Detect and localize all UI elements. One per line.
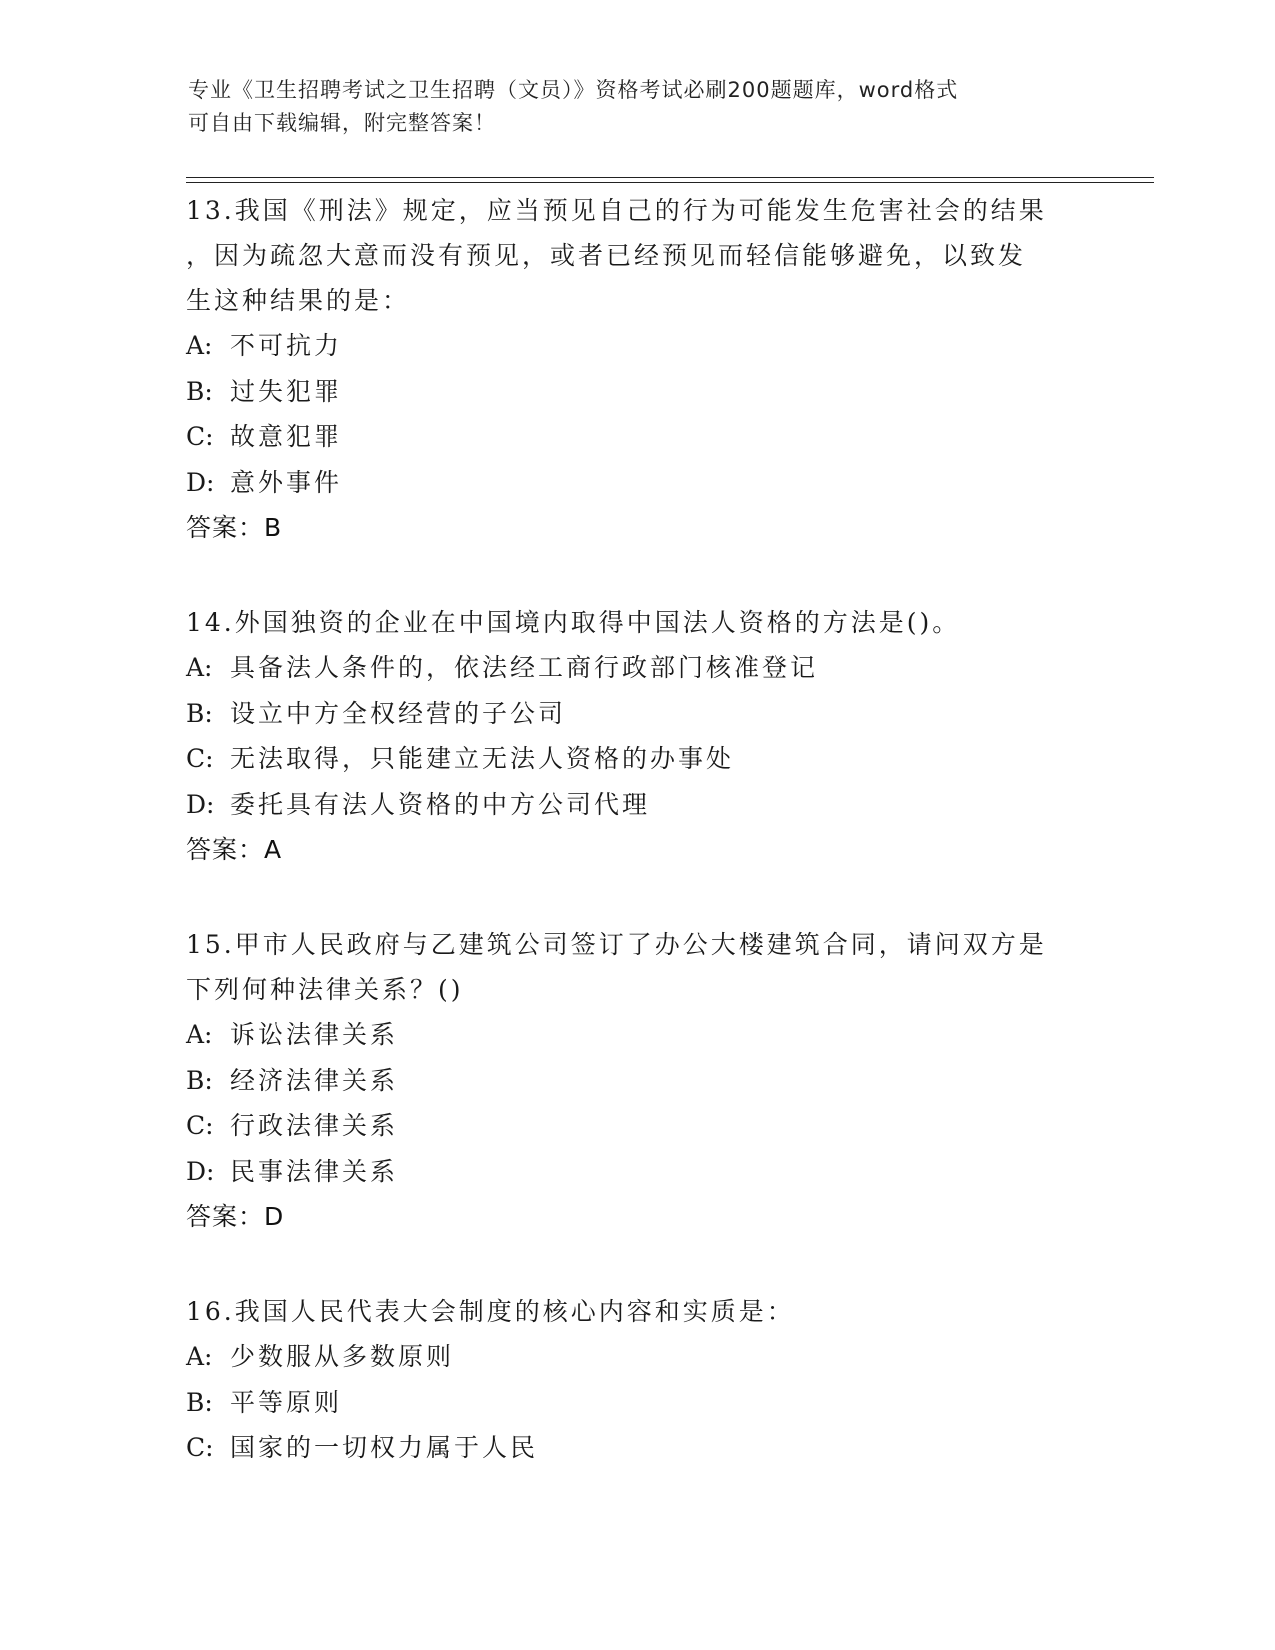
header-divider-top xyxy=(186,177,1154,178)
header-line-1: 专业《卫生招聘考试之卫生招聘（文员）》资格考试必刷200题题库，word格式 xyxy=(188,78,959,102)
question-15 xyxy=(186,922,1086,1239)
question-line: 13.我国《刑法》规定，应当预见自己的行为可能发生危害社会的结果 xyxy=(186,196,1047,225)
option-letter: D: xyxy=(186,467,215,497)
answer-line: 答案：D xyxy=(186,1202,285,1231)
spacer xyxy=(186,1239,1086,1289)
question-list xyxy=(186,188,1086,1471)
option-text: 设立中方全权经营的子公司 xyxy=(230,698,567,728)
answer-line: 答案：A xyxy=(186,835,283,864)
question-text xyxy=(186,1289,1086,1334)
question-line: 下列何种法律关系？() xyxy=(186,975,464,1004)
question-13 xyxy=(186,188,1086,550)
option-text: 少数服从多数原则 xyxy=(230,1342,455,1371)
question-14 xyxy=(186,600,1086,872)
option-a xyxy=(186,1012,1086,1058)
option-b xyxy=(186,369,1086,415)
option-text: 民事法律关系 xyxy=(230,1156,399,1186)
option-letter: C: xyxy=(186,422,214,451)
option-b xyxy=(186,691,1086,737)
option-letter: C: xyxy=(186,1433,214,1462)
option-text: 不可抗力 xyxy=(230,331,343,360)
option-c xyxy=(186,1425,1086,1471)
option-letter: A: xyxy=(186,331,213,360)
document-header xyxy=(188,74,1088,140)
option-text: 国家的一切权力属于人民 xyxy=(230,1433,539,1462)
question-line: 生这种结果的是： xyxy=(186,286,411,315)
option-text: 无法取得，只能建立无法人资格的办事处 xyxy=(230,744,735,773)
option-c xyxy=(186,1103,1086,1149)
spacer xyxy=(186,872,1086,922)
option-letter: B: xyxy=(186,1065,213,1095)
option-letter: B: xyxy=(186,698,213,728)
option-text: 过失犯罪 xyxy=(230,376,343,406)
option-text: 诉讼法律关系 xyxy=(230,1020,399,1049)
option-a xyxy=(186,1334,1086,1380)
answer-line: 答案：B xyxy=(186,513,283,542)
option-text: 具备法人条件的，依法经工商行政部门核准登记 xyxy=(230,653,819,682)
option-text: 故意犯罪 xyxy=(230,422,343,451)
option-letter: A: xyxy=(186,1020,213,1049)
option-d xyxy=(186,1149,1086,1195)
header-divider-bottom xyxy=(186,182,1154,183)
question-text xyxy=(186,600,1086,645)
option-letter: C: xyxy=(186,744,214,773)
option-text: 平等原则 xyxy=(230,1387,343,1417)
question-line: 14.外国独资的企业在中国境内取得中国法人资格的方法是()。 xyxy=(186,608,961,637)
option-letter: B: xyxy=(186,376,213,406)
question-line: 15.甲市人民政府与乙建筑公司签订了办公大楼建筑合同，请问双方是 xyxy=(186,930,1047,959)
option-c xyxy=(186,414,1086,460)
option-letter: D: xyxy=(186,1156,215,1186)
option-d xyxy=(186,460,1086,506)
question-line: 16.我国人民代表大会制度的核心内容和实质是： xyxy=(186,1297,795,1326)
option-d xyxy=(186,782,1086,828)
option-letter: C: xyxy=(186,1111,214,1140)
spacer xyxy=(186,550,1086,600)
question-16 xyxy=(186,1289,1086,1471)
question-text xyxy=(186,922,1086,1012)
option-text: 意外事件 xyxy=(230,467,343,497)
option-letter: A: xyxy=(186,1342,213,1371)
option-a xyxy=(186,323,1086,369)
option-text: 委托具有法人资格的中方公司代理 xyxy=(230,789,651,819)
option-letter: A: xyxy=(186,653,213,682)
question-text xyxy=(186,188,1086,323)
option-c xyxy=(186,736,1086,782)
option-b xyxy=(186,1380,1086,1426)
option-b xyxy=(186,1058,1086,1104)
question-line: ，因为疏忽大意而没有预见，或者已经预见而轻信能够避免，以致发 xyxy=(186,241,1027,270)
option-text: 经济法律关系 xyxy=(230,1065,399,1095)
header-line-2: 可自由下载编辑，附完整答案！ xyxy=(188,111,496,135)
option-letter: D: xyxy=(186,789,215,819)
option-letter: B: xyxy=(186,1387,213,1417)
option-text: 行政法律关系 xyxy=(230,1111,399,1140)
option-a xyxy=(186,645,1086,691)
